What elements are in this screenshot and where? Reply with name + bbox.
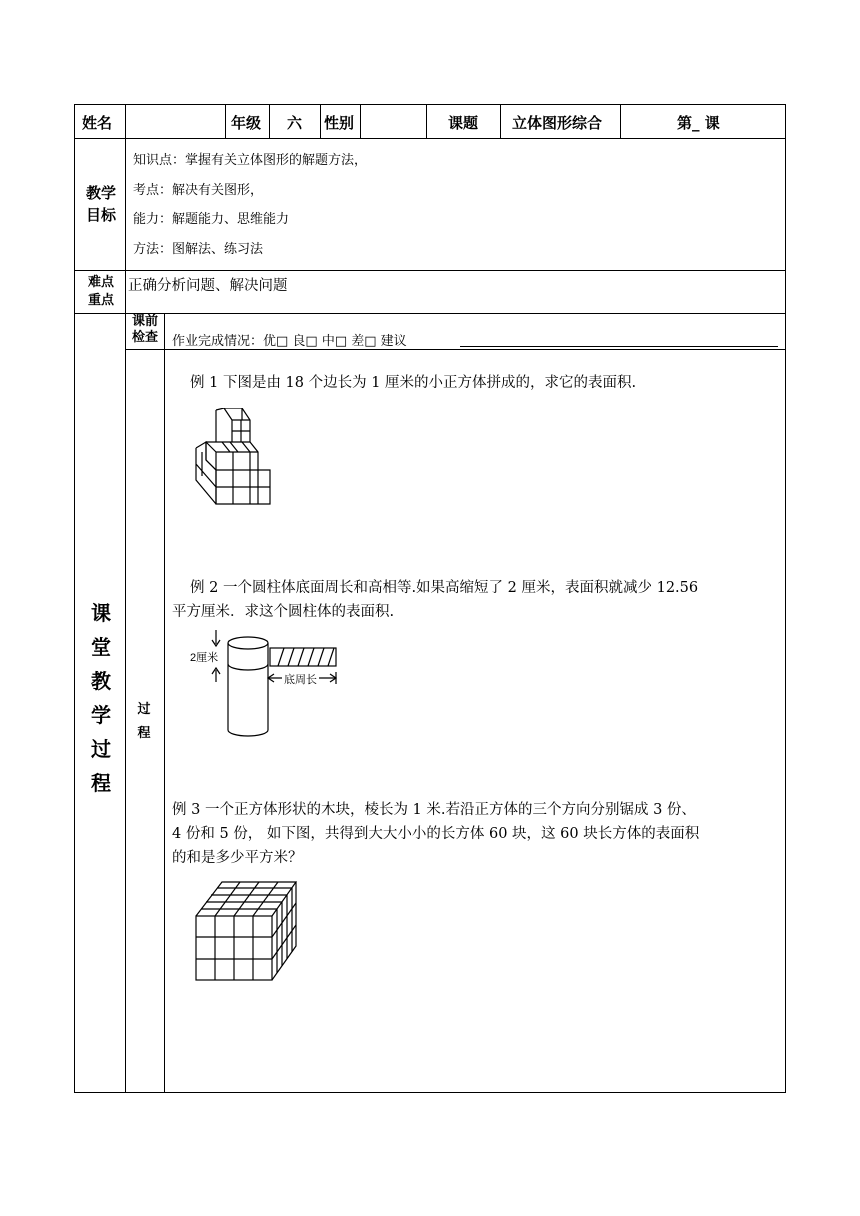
name-label: 姓名: [82, 114, 113, 132]
grade-label: 年级: [231, 114, 262, 132]
precheck-label: 课前 检查: [131, 314, 158, 345]
process-big-label: 课 堂 教 学 过 程: [91, 601, 111, 795]
table-border: [500, 104, 501, 138]
objective-item: 能力：解题能力、思维能力: [133, 212, 290, 227]
cube-stack-figure: [192, 408, 276, 508]
table-border: [74, 270, 786, 271]
key-points-label: 难点 重点: [87, 275, 114, 308]
table-border: [74, 1092, 786, 1093]
topic-label: 课题: [448, 114, 479, 132]
grade-value: 六: [287, 114, 303, 132]
cylinder-figure: [190, 630, 340, 742]
table-border: [320, 104, 321, 138]
objectives-label: 教学 目标: [85, 184, 116, 224]
key-points-text: 正确分析问题、解决问题: [128, 278, 288, 294]
table-border: [426, 104, 427, 138]
table-border: [74, 104, 75, 1092]
height-label: 2厘米: [190, 649, 218, 665]
table-border: [74, 104, 786, 105]
table-border: [360, 104, 361, 138]
table-border: [125, 104, 126, 1092]
table-border: [74, 138, 786, 139]
table-border: [269, 104, 270, 138]
topic-value: 立体图形综合: [512, 114, 603, 132]
objective-item: 考点：解决有关图形，: [133, 182, 264, 198]
example-1-text: 例 1 下图是由 18 个边长为 1 厘米的小正方体拼成的，求它的表面积.: [190, 375, 637, 391]
table-border: [620, 104, 621, 138]
table-border: [785, 104, 786, 1092]
objectives-list: [133, 146, 367, 264]
objective-item: 方法：图解法、练习法: [133, 241, 264, 257]
table-border: [225, 104, 226, 138]
gender-label: 性别: [324, 114, 355, 132]
table-border: [164, 313, 165, 1092]
example-2-text: 例 2 一个圆柱体底面周长和高相等.如果高缩短了 2 厘米，表面积就减少 12.56 平方厘米．求这个圆柱体的表面积.: [172, 580, 699, 620]
table-border: [74, 313, 786, 314]
sawn-cube-figure: [194, 880, 298, 982]
table-border: [125, 349, 786, 350]
perimeter-label: 底周长: [282, 671, 319, 687]
suggestion-underline: [460, 346, 778, 347]
objective-item: 知识点：掌握有关立体图形的解题方法，: [133, 153, 368, 168]
example-3-text: 例 3 一个正方体形状的木块，棱长为 1 米.若沿正方体的三个方向分别锯成 3 份、 4 份和 5 份， 如下图，共得到大大小小的长方体 60 块，这 60 块长方体的表面积 的和是多少平方米？: [172, 802, 700, 866]
process-sub-label: 过 程: [137, 702, 151, 741]
precheck-text: 作业完成情况：优□ 良□ 中□ 差□ 建议: [172, 334, 407, 349]
lesson-number: 第_ 课: [677, 114, 720, 132]
